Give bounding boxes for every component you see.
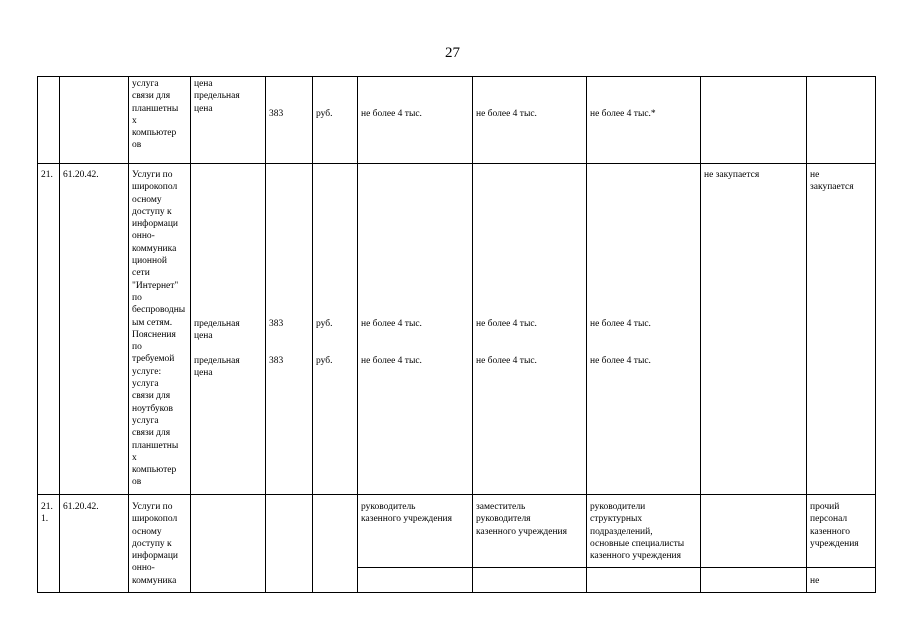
r2-unit-b: руб. — [316, 356, 333, 366]
subrow-divider — [357, 567, 876, 568]
r3-name: Услуги по широкопол осному доступу к информаци онно- коммуника — [132, 502, 179, 586]
r3-header-3: руководители структурных подразделений, основные специалисты казенного учреждения — [590, 502, 685, 562]
r1-value-3: не более 4 тыс.* — [590, 109, 656, 119]
r1-price-label: цена предельная цена — [194, 79, 240, 114]
r1-unit: руб. — [316, 109, 333, 119]
r2-value-3a: не более 4 тыс. — [590, 319, 651, 329]
r2-price-label-b: предельная цена — [194, 356, 240, 379]
r2-num: 21. — [41, 170, 53, 180]
r2-code-a: 383 — [269, 319, 284, 329]
column-divider — [806, 76, 807, 593]
r2-value-1a: не более 4 тыс. — [361, 319, 422, 329]
r2-value-2a: не более 4 тыс. — [476, 319, 537, 329]
r1-code: 383 — [269, 109, 284, 119]
column-divider — [190, 76, 191, 593]
r3-header-2: заместитель руководителя казенного учреждения — [476, 502, 568, 537]
column-divider — [59, 76, 60, 593]
r2-okpd: 61.20.42. — [63, 170, 99, 180]
r2-unit-a: руб. — [316, 319, 333, 329]
column-divider — [586, 76, 587, 593]
table-right-border — [875, 76, 876, 593]
r1-name: услуга связи для планшетны х компьютер ов — [132, 79, 179, 151]
r2-value-4: не закупается — [704, 170, 760, 180]
r3-header-5: прочий персонал казенного учреждения — [810, 502, 859, 549]
column-divider — [472, 76, 473, 593]
column-divider — [37, 76, 38, 593]
column-divider — [265, 76, 266, 593]
r2-name: Услуги по широкопол осному доступу к информаци онно- коммуника ционной сети "Интернет" по беспроводны ым сетям. Пояснения по требуемой услуге: услуга связи для ноутбуков услуга связи для планшетны х компьютер ов — [132, 170, 186, 488]
r1-value-1: не более 4 тыс. — [361, 109, 422, 119]
r3-num: 21. 1. — [41, 502, 53, 525]
row-divider — [37, 163, 876, 164]
table-bottom-border — [37, 592, 876, 593]
row-divider — [37, 494, 876, 495]
column-divider — [357, 76, 358, 593]
page-number: 27 — [445, 45, 460, 61]
r2-price-label-a: предельная цена — [194, 319, 240, 342]
r1-value-2: не более 4 тыс. — [476, 109, 537, 119]
r2-code-b: 383 — [269, 356, 284, 366]
r2-value-2b: не более 4 тыс. — [476, 356, 537, 366]
r3-okpd: 61.20.42. — [63, 502, 99, 512]
r2-value-1b: не более 4 тыс. — [361, 356, 422, 366]
r3-header-1: руководитель казенного учреждения — [361, 502, 453, 525]
r3-last: не — [810, 576, 820, 586]
column-divider — [128, 76, 129, 593]
r2-value-3b: не более 4 тыс. — [590, 356, 651, 366]
r2-value-5: не закупается — [810, 170, 854, 193]
column-divider — [700, 76, 701, 593]
table-top-border — [37, 76, 876, 77]
column-divider — [312, 76, 313, 593]
